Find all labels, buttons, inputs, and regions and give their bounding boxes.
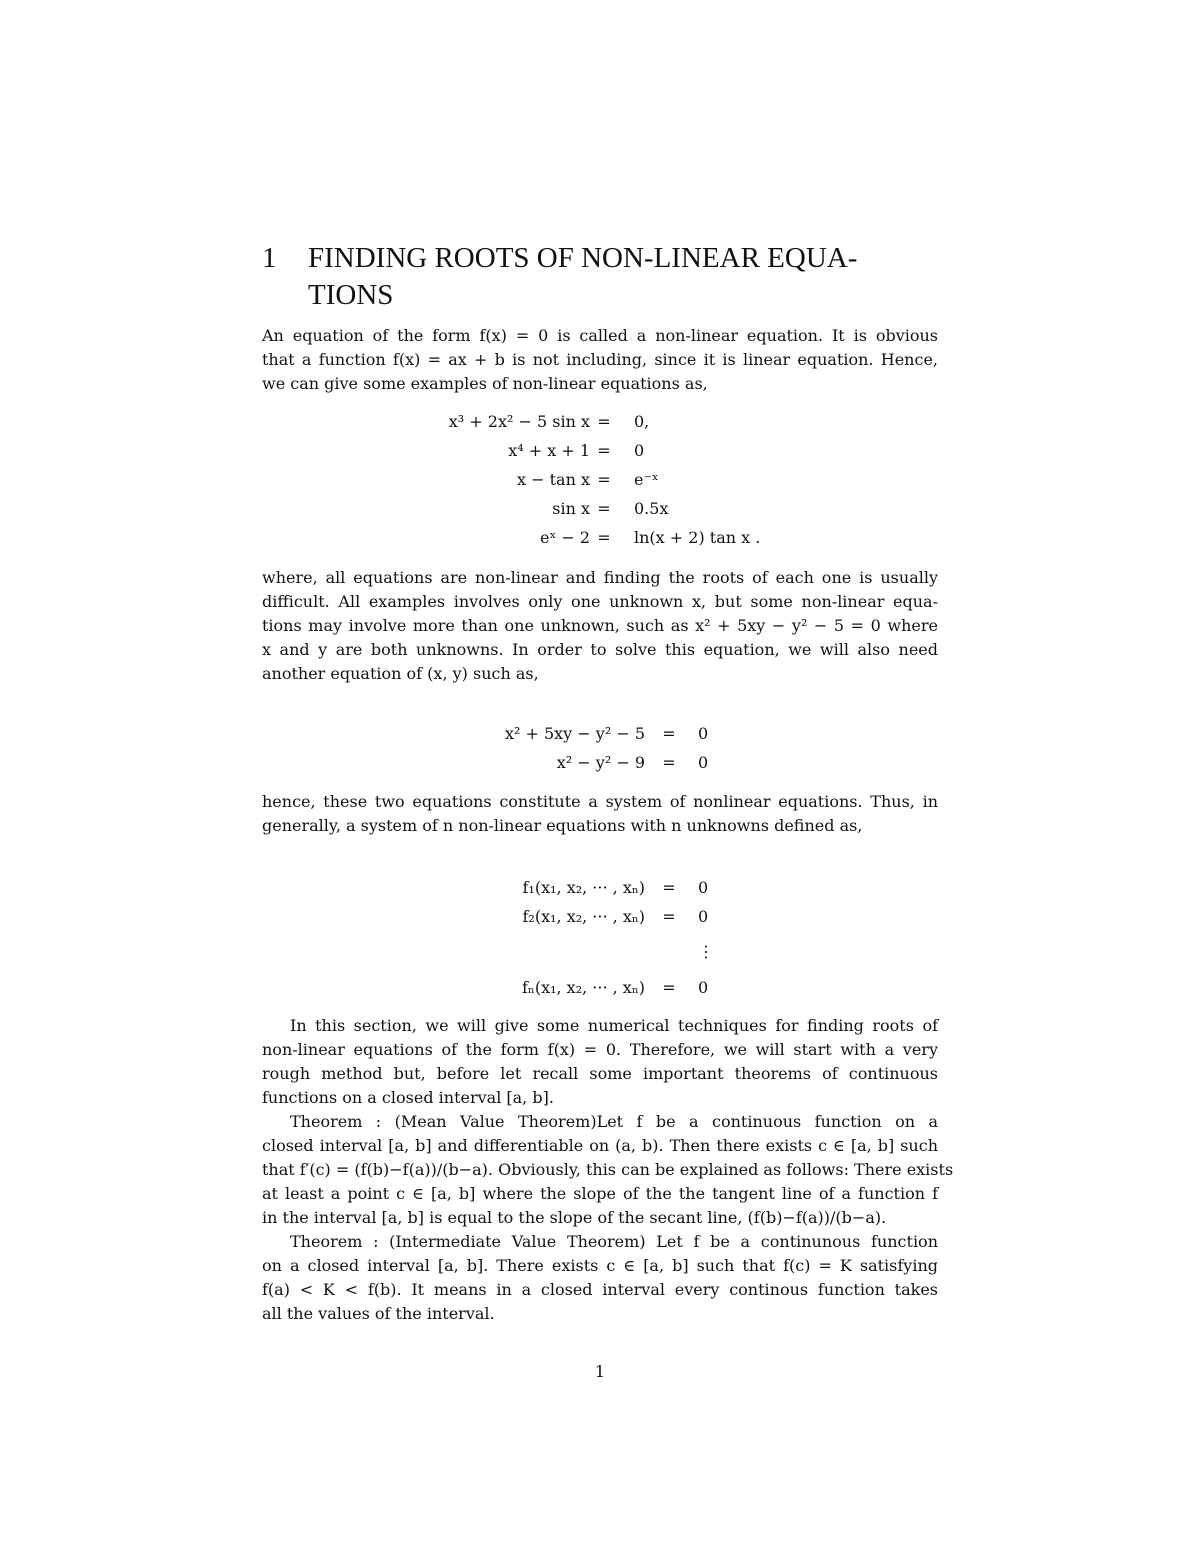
paragraph-line: in the interval [a, b] is equal to the slope of the secant line, (f(b)−f(a))/(b−a).: [262, 1208, 887, 1227]
paragraph-3: [262, 790, 938, 838]
paragraph-line: at least a point c ∈ [a, b] where the slope of the the tangent line of a function f: [262, 1184, 938, 1203]
equation-rhs: 0: [698, 978, 709, 997]
examples-equation-array: [0, 410, 1200, 560]
two-equation-system: [0, 722, 1200, 782]
section-heading: [262, 240, 962, 314]
paragraph-line: generally, a system of n non-linear equations with n unknowns defined as,: [262, 816, 863, 835]
equation-equals: =: [662, 753, 676, 772]
equation-rhs: 0: [698, 753, 709, 772]
equation-lhs: fₙ(x₁, x₂, ··· , xₙ): [521, 978, 645, 997]
equation-equals: =: [662, 907, 676, 926]
paragraph-line: that a function f(x) = ax + b is not including, since it is linear equation. Hence,: [262, 350, 938, 369]
equation-rhs: 0: [698, 907, 709, 926]
equation-equals: =: [597, 470, 611, 489]
equation-rhs: 0,: [634, 412, 650, 431]
equation-lhs: x⁴ + x + 1: [508, 441, 590, 460]
equation-equals: =: [597, 412, 611, 431]
equation-lhs: f₂(x₁, x₂, ··· , xₙ): [522, 907, 645, 926]
equation-equals: =: [662, 878, 676, 897]
paragraph-line: on a closed interval [a, b]. There exists c ∈ [a, b] such that f(c) = K satisfying: [262, 1256, 938, 1275]
equation-rhs: 0: [698, 724, 709, 743]
equation-rhs: ln(x + 2) tan x .: [634, 528, 761, 547]
equation-rhs: 0.5x: [634, 499, 669, 518]
paragraph-2: [262, 566, 938, 686]
equation-equals: =: [662, 724, 676, 743]
paragraph-line: functions on a closed interval [a, b].: [262, 1088, 554, 1107]
equation-equals: =: [597, 528, 611, 547]
paragraph-4: [262, 1014, 954, 1326]
paragraph-line: another equation of (x, y) such as,: [262, 664, 539, 683]
paragraph-line: non-linear equations of the form f(x) = 0. Therefore, we will start with a very: [262, 1040, 938, 1059]
equation-rhs: 0: [634, 441, 645, 460]
paragraph-line: difficult. All examples involves only one unknown x, but some non-linear equa-: [262, 592, 938, 611]
intermediate-value-theorem-line: Theorem : (Intermediate Value Theorem) Let f be a continunous function: [290, 1232, 938, 1251]
equation-lhs: x − tan x: [517, 470, 590, 489]
paragraph-line: x and y are both unknowns. In order to solve this equation, we will also need: [262, 640, 938, 659]
mean-value-theorem-line: Theorem : (Mean Value Theorem)Let f be a continuous function on a: [290, 1112, 938, 1131]
equation-lhs: x³ + 2x² − 5 sin x: [448, 412, 590, 431]
paragraph-line: tions may involve more than one unknown, such as x² + 5xy − y² − 5 = 0 where: [262, 616, 938, 635]
page-number: 1: [594, 1362, 606, 1381]
paragraph-line: In this section, we will give some numerical techniques for finding roots of: [290, 1016, 938, 1035]
equation-equals: =: [597, 441, 611, 460]
section-title-line2: TIONS: [308, 279, 394, 311]
equation-lhs: sin x: [552, 499, 590, 518]
paragraph-line: hence, these two equations constitute a system of nonlinear equations. Thus, in: [262, 792, 938, 811]
equation-lhs: x² + 5xy − y² − 5: [504, 724, 645, 743]
paragraph-line: An equation of the form f(x) = 0 is called a non-linear equation. It is obvious: [262, 326, 938, 345]
n-equation-system: [0, 876, 1200, 1006]
paragraph-line: f(a) < K < f(b). It means in a closed interval every continous function takes: [262, 1280, 938, 1299]
intro-paragraph: [262, 324, 938, 396]
paragraph-line: we can give some examples of non-linear equations as,: [262, 374, 708, 393]
equation-lhs: eˣ − 2: [539, 528, 590, 547]
paragraph-line: all the values of the interval.: [262, 1304, 495, 1323]
paragraph-line: that f′(c) = (f(b)−f(a))/(b−a). Obviously, this can be explained as follows: There exists: [262, 1160, 954, 1179]
equation-rhs: 0: [698, 878, 709, 897]
section-number: 1: [262, 242, 277, 274]
equation-lhs: x² − y² − 9: [556, 753, 645, 772]
equation-lhs: f₁(x₁, x₂, ··· , xₙ): [522, 878, 645, 897]
paragraph-line: rough method but, before let recall some important theorems of continuous: [262, 1064, 938, 1083]
equation-equals: =: [597, 499, 611, 518]
vertical-ellipsis: ⋮: [698, 942, 714, 961]
equation-rhs: e⁻ˣ: [634, 470, 659, 489]
paragraph-line: closed interval [a, b] and differentiable on (a, b). Then there exists c ∈ [a, b] such: [262, 1136, 938, 1155]
section-title-line1: FINDING ROOTS OF NON-LINEAR EQUA-: [308, 242, 858, 274]
paragraph-line: where, all equations are non-linear and finding the roots of each one is usually: [262, 568, 938, 587]
equation-equals: =: [662, 978, 676, 997]
